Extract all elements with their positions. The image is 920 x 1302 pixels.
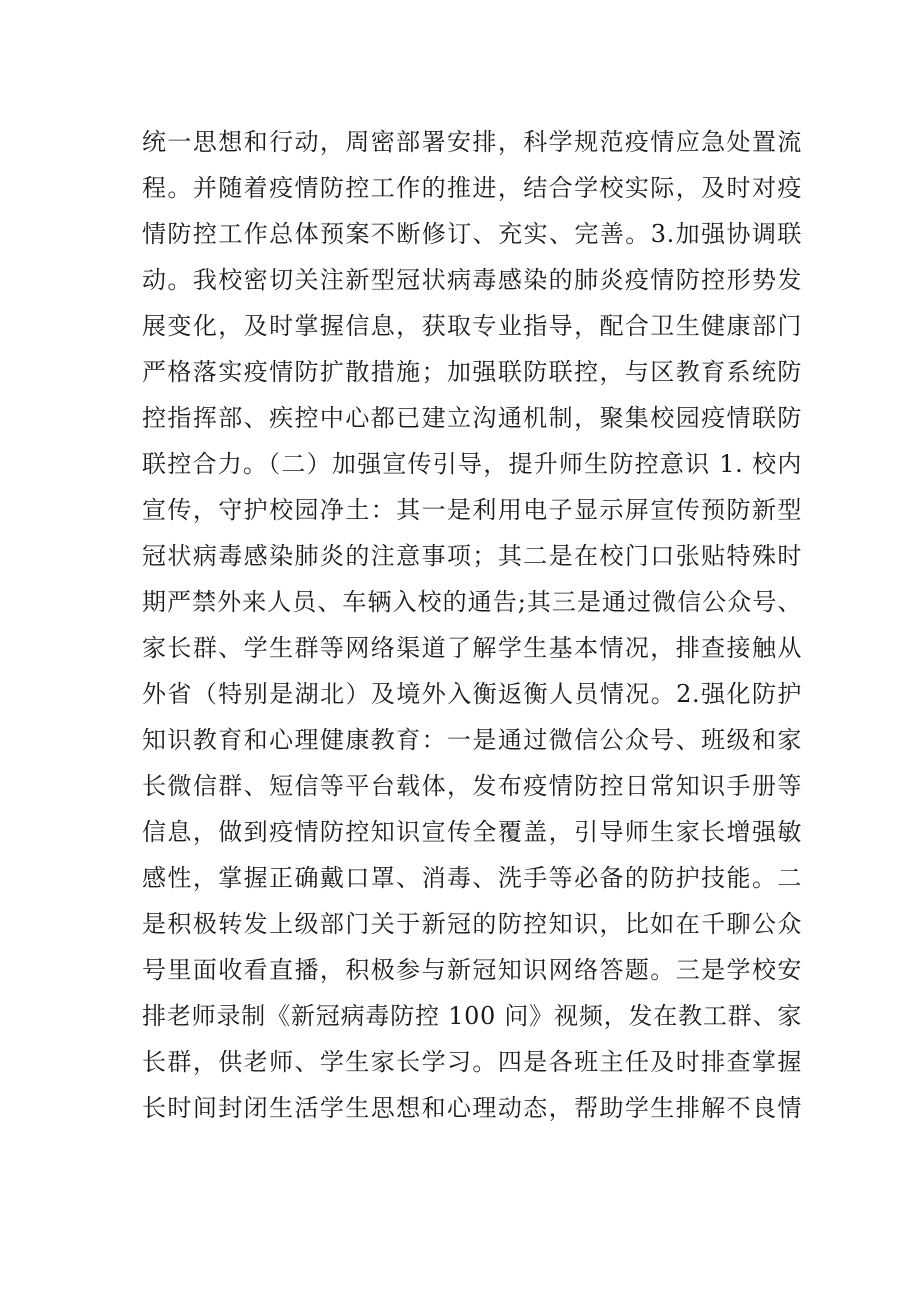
text-line: 严格落实疫情防扩散措施；加强联防联控，与区教育系统防 (142, 358, 802, 386)
body-text (142, 119, 802, 1131)
text-line: 信息，做到疫情防控知识宣传全覆盖，引导师生家长增强敏 (142, 818, 802, 846)
text-line: 控指挥部、疾控中心都已建立沟通机制，聚集校园疫情联防 (142, 404, 802, 432)
text-line: 排老师录制《新冠病毒防控 100 问》视频，发在教工群、家 (142, 1002, 802, 1030)
text-line: 动。我校密切关注新型冠状病毒感染的肺炎疫情防控形势发 (142, 266, 802, 294)
text-line: 家长群、学生群等网络渠道了解学生基本情况，排查接触从 (142, 634, 802, 662)
text-line: 展变化，及时掌握信息，获取专业指导，配合卫生健康部门 (142, 312, 802, 340)
text-line: 长时间封闭生活学生思想和心理动态，帮助学生排解不良情 (142, 1094, 802, 1122)
text-line: 宣传，守护校园净土：其一是利用电子显示屏宣传预防新型 (142, 496, 802, 524)
text-line: 冠状病毒感染肺炎的注意事项；其二是在校门口张贴特殊时 (142, 542, 802, 570)
text-line: 知识教育和心理健康教育：一是通过微信公众号、班级和家 (142, 726, 802, 754)
text-line: 情防控工作总体预案不断修订、充实、完善。3.加强协调联 (142, 220, 802, 248)
text-line: 号里面收看直播，积极参与新冠知识网络答题。三是学校安 (142, 956, 802, 984)
text-line: 程。并随着疫情防控工作的推进，结合学校实际，及时对疫 (142, 174, 802, 202)
text-line: 外省（特别是湖北）及境外入衡返衡人员情况。2.强化防护 (142, 680, 802, 708)
text-line: 统一思想和行动，周密部署安排，科学规范疫情应急处置流 (142, 128, 802, 156)
text-line: 期严禁外来人员、车辆入校的通告;其三是通过微信公众号、 (142, 588, 802, 616)
text-line: 感性，掌握正确戴口罩、消毒、洗手等必备的防护技能。二 (142, 864, 802, 892)
text-line: 长微信群、短信等平台载体，发布疫情防控日常知识手册等 (142, 772, 802, 800)
text-line: 联控合力。（二）加强宣传引导，提升师生防控意识 1. 校内 (142, 450, 802, 478)
text-line: 长群，供老师、学生家长学习。四是各班主任及时排查掌握 (142, 1048, 802, 1076)
text-line: 是积极转发上级部门关于新冠的防控知识，比如在千聊公众 (142, 910, 802, 938)
